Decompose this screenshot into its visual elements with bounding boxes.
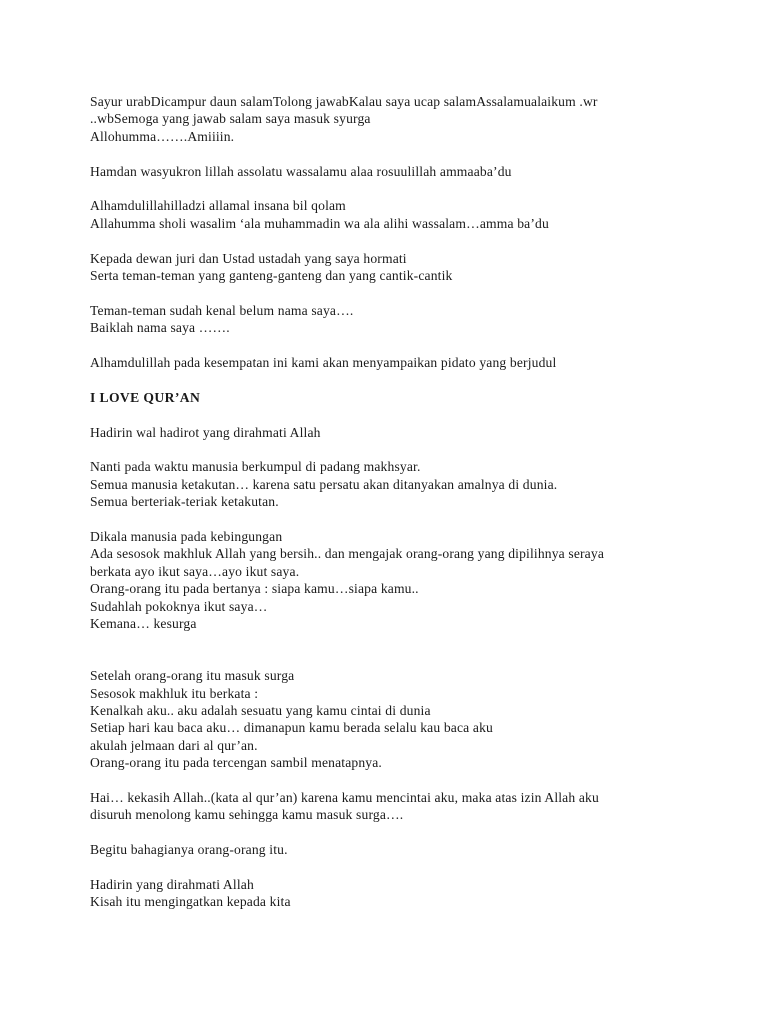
body-paragraph — [90, 667, 750, 771]
text-line: Setiap hari kau baca aku… dimanapun kamu berada selalu kau baca aku — [90, 720, 493, 736]
text-line: Allahumma sholi wasalim ‘ala muhammadin wa ala alihi wassalam…amma ba’du — [90, 215, 549, 231]
text-line: Semua manusia ketakutan… karena satu persatu akan ditanyakan amalnya di dunia. — [90, 476, 558, 492]
text-line: disuruh menolong kamu sehingga kamu masuk surga…. — [90, 807, 404, 823]
text-line: Kemana… kesurga — [90, 616, 197, 632]
body-paragraph — [90, 424, 750, 441]
document-page — [90, 93, 750, 928]
text-line: Kepada dewan juri dan Ustad ustadah yang saya hormati — [90, 250, 407, 266]
text-line: Alhamdulillahilladzi allamal insana bil qolam — [90, 198, 346, 214]
text-line: Baiklah nama saya ……. — [90, 320, 230, 336]
text-line: Teman-teman sudah kenal belum nama saya…. — [90, 302, 354, 318]
body-paragraph — [90, 841, 750, 858]
title-text: I LOVE QUR’AN — [90, 389, 201, 405]
text-line: Kenalkah aku.. aku adalah sesuatu yang kamu cintai di dunia — [90, 703, 431, 719]
text-line: Alhamdulillah pada kesempatan ini kami akan menyampaikan pidato yang berjudul — [90, 355, 557, 371]
blank-line — [90, 650, 750, 667]
opening-greeting-paragraph — [90, 93, 750, 145]
text-line: Dikala manusia pada kebingungan — [90, 529, 283, 545]
introduction-paragraph — [90, 302, 750, 337]
text-line: Hai… kekasih Allah..(kata al qur’an) karena kamu mencintai aku, maka atas izin Allah aku — [90, 790, 599, 806]
text-line: Kisah itu mengingatkan kepada kita — [90, 894, 291, 910]
opening-praise-paragraph — [90, 163, 750, 180]
text-line: Hadirin wal hadirot yang dirahmati Allah — [90, 424, 321, 440]
text-line: Sudahlah pokoknya ikut saya… — [90, 598, 268, 614]
text-line: Begitu bahagianya orang-orang itu. — [90, 842, 288, 858]
text-line: berkata ayo ikut saya…ayo ikut saya. — [90, 563, 300, 579]
text-line: Orang-orang itu pada tercengan sambil menatapnya. — [90, 755, 382, 771]
body-paragraph — [90, 789, 750, 824]
text-line: Serta teman-teman yang ganteng-ganteng dan yang cantik-cantik — [90, 268, 453, 284]
body-paragraph — [90, 876, 750, 911]
topic-intro-paragraph — [90, 354, 750, 371]
text-line: akulah jelmaan dari al qur’an. — [90, 737, 258, 753]
text-line: Sesosok makhluk itu berkata : — [90, 685, 259, 701]
text-line: Setelah orang-orang itu masuk surga — [90, 668, 295, 684]
text-line: ..wbSemoga yang jawab salam saya masuk syurga — [90, 111, 371, 127]
text-line: Orang-orang itu pada bertanya : siapa kamu…siapa kamu.. — [90, 581, 419, 597]
opening-prayer-paragraph — [90, 197, 750, 232]
text-line: Allohumma…….Amiiiin. — [90, 128, 235, 144]
text-line: Hadirin yang dirahmati Allah — [90, 877, 254, 893]
speech-title — [90, 389, 750, 406]
text-line: Nanti pada waktu manusia berkumpul di padang makhsyar. — [90, 459, 421, 475]
text-line: Ada sesosok makhluk Allah yang bersih.. dan mengajak orang-orang yang dipilihnya seraya — [90, 546, 605, 562]
text-line: Sayur urabDicampur daun salamTolong jawabKalau saya ucap salamAssalamualaikum .wr — [90, 94, 598, 109]
text-line: Hamdan wasyukron lillah assolatu wassalamu alaa rosuulillah ammaaba’du — [90, 163, 512, 179]
body-paragraph — [90, 458, 750, 510]
audience-greeting-paragraph — [90, 250, 750, 285]
body-paragraph — [90, 528, 750, 632]
text-line: Semua berteriak-teriak ketakutan. — [90, 494, 279, 510]
